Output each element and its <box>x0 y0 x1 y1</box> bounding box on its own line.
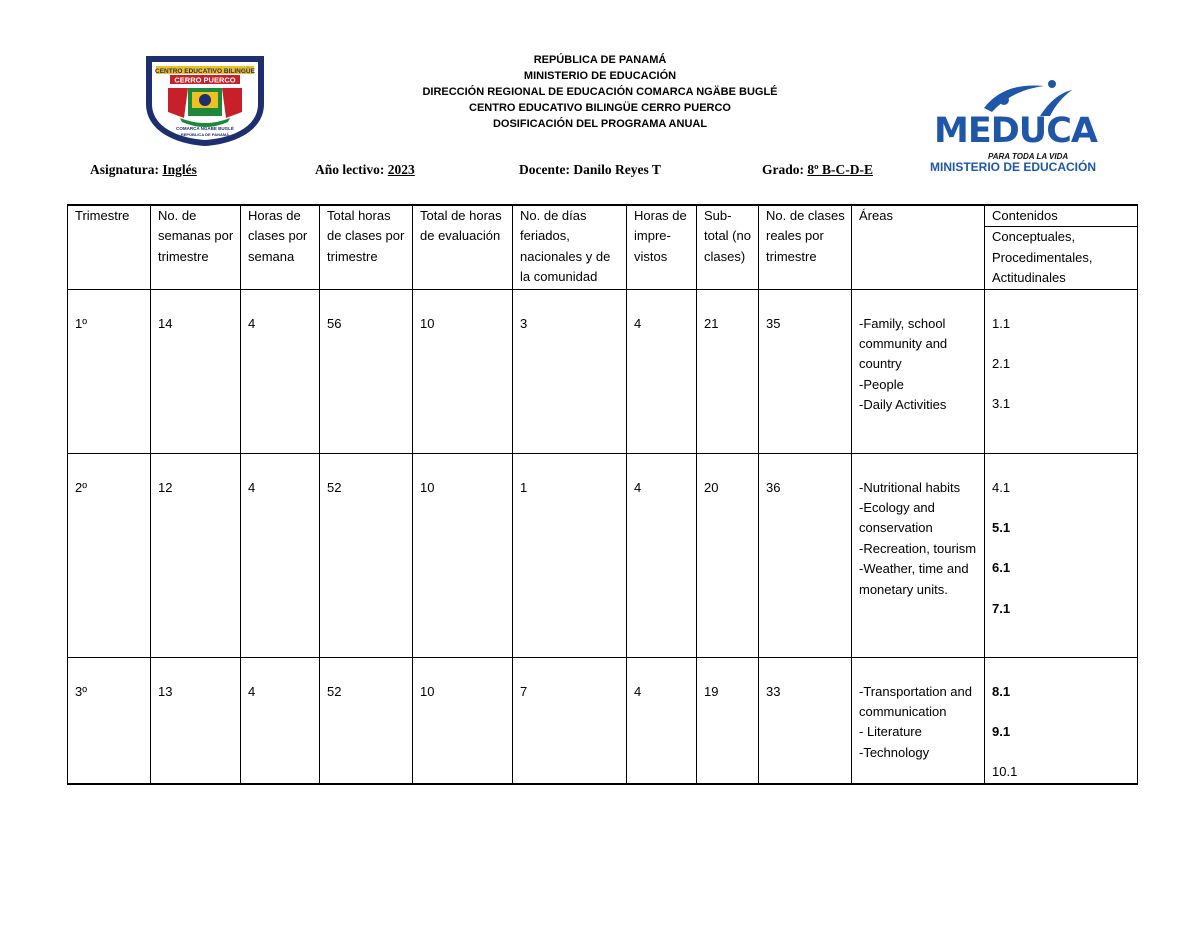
cell-trimestre: 3º <box>68 657 151 784</box>
cell-trimestre: 1º <box>68 289 151 453</box>
cell-subtotal: 20 <box>697 453 759 657</box>
header-line-direccion: DIRECCIÓN REGIONAL DE EDUCACIÓN COMARCA NGÄBE BUGLÉ <box>422 86 778 98</box>
cell-contenidos <box>985 657 1138 784</box>
cell-contenidos <box>985 453 1138 657</box>
cell-semanas: 14 <box>151 289 241 453</box>
header-line-ministerio: MINISTERIO DE EDUCACIÓN <box>523 70 677 82</box>
crest-banner-text: CERRO PUERCO <box>174 75 236 85</box>
header-total-evaluacion: Total de horas de evaluación <box>413 205 513 289</box>
cell-imprevistos: 4 <box>627 657 697 784</box>
header-line-centro: CENTRO EDUCATIVO BILINGÜE CERRO PUERCO <box>469 102 731 114</box>
docente-field <box>519 162 661 178</box>
header-contenidos-title: Contenidos <box>985 206 1137 227</box>
crest-top-text: CENTRO EDUCATIVO BILINGÜE <box>155 68 255 75</box>
meduca-logo <box>928 76 1100 176</box>
docente-value: Danilo Reyes T <box>573 162 661 177</box>
school-crest-logo <box>140 52 270 148</box>
meduca-tagline: PARA TODA LA VIDA <box>988 152 1069 161</box>
header-line-dosificacion: DOSIFICACIÓN DEL PROGRAMA ANUAL <box>492 118 708 130</box>
asignatura-label: Asignatura: <box>90 162 160 177</box>
contenido-item: 5.1 <box>992 520 1011 536</box>
contenido-item: 8.1 <box>992 683 1011 699</box>
cell-areas: -Transportation and communication - Literature -Technology <box>852 657 985 784</box>
crest-bottom-text-2: REPÚBLICA DE PANAMÁ <box>180 132 230 137</box>
cell-horas-semana: 4 <box>241 453 320 657</box>
asignatura-value: Inglés <box>162 162 197 177</box>
cell-total-evaluacion: 10 <box>413 657 513 784</box>
meduca-wordmark: MEDUCA <box>934 111 1097 151</box>
contenido-item: 3.1 <box>992 396 1011 412</box>
cell-subtotal: 21 <box>697 289 759 453</box>
contenido-item: 4.1 <box>992 479 1011 495</box>
cell-areas: -Family, school community and country -People -Daily Activities <box>852 289 985 453</box>
header-line-republica: REPÚBLICA DE PANAMÁ <box>533 54 667 66</box>
cell-feriados: 1 <box>513 453 627 657</box>
header-trimestre: Trimestre <box>68 205 151 289</box>
cell-total-horas: 56 <box>320 289 413 453</box>
asignatura-field <box>90 162 197 178</box>
cell-trimestre: 2º <box>68 453 151 657</box>
header-imprevistos: Horas de impre-vistos <box>627 205 697 289</box>
cell-feriados: 3 <box>513 289 627 453</box>
cell-imprevistos: 4 <box>627 453 697 657</box>
course-info-row <box>0 162 1200 182</box>
contenido-item: 2.1 <box>992 356 1011 372</box>
table-header-row <box>68 205 1138 289</box>
grado-field <box>762 162 873 178</box>
anio-field <box>315 162 415 178</box>
header-subtotal: Sub-total (no clases) <box>697 205 759 289</box>
cell-total-horas: 52 <box>320 657 413 784</box>
cell-total-horas: 52 <box>320 453 413 657</box>
header-total-horas: Total horas de clases por trimestre <box>320 205 413 289</box>
table-row <box>68 453 1138 657</box>
header-clases-reales: No. de clases reales por trimestre <box>759 205 852 289</box>
cell-contenidos <box>985 289 1138 453</box>
cell-horas-semana: 4 <box>241 289 320 453</box>
cell-clases-reales: 35 <box>759 289 852 453</box>
cell-clases-reales: 33 <box>759 657 852 784</box>
contenido-item: 10.1 <box>992 764 1018 780</box>
cell-semanas: 12 <box>151 453 241 657</box>
dosificacion-table <box>67 204 1138 785</box>
table-row <box>68 289 1138 453</box>
header-contenidos-sub: Conceptuales, Procedimentales, Actitudinales <box>992 229 1093 286</box>
meduca-logo-icon <box>928 76 1100 116</box>
anio-value: 2023 <box>387 162 415 177</box>
header-horas-semana: Horas de clases por semana <box>241 205 320 289</box>
crest-bottom-text-1: COMARCA NGÄBE BUGLÉ <box>176 126 234 131</box>
school-crest-icon <box>140 52 270 148</box>
cell-imprevistos: 4 <box>627 289 697 453</box>
document-header <box>390 52 810 132</box>
cell-subtotal: 19 <box>697 657 759 784</box>
cell-total-evaluacion: 10 <box>413 453 513 657</box>
grado-label: Grado: <box>762 162 804 177</box>
cell-clases-reales: 36 <box>759 453 852 657</box>
contenido-item: 1.1 <box>992 315 1011 331</box>
table-row <box>68 657 1138 784</box>
cell-total-evaluacion: 10 <box>413 289 513 453</box>
header-semanas: No. de semanas por trimestre <box>151 205 241 289</box>
cell-semanas: 13 <box>151 657 241 784</box>
contenido-item: 7.1 <box>992 600 1011 616</box>
meduca-subtitle: MINISTERIO DE EDUCACIÓN <box>930 160 1097 174</box>
docente-label: Docente: <box>519 162 570 177</box>
anio-label: Año lectivo: <box>315 162 385 177</box>
cell-areas: -Nutritional habits -Ecology and conservation -Recreation, tourism -Weather, time and monetary units. <box>852 453 985 657</box>
header-contenidos <box>985 205 1138 289</box>
cell-horas-semana: 4 <box>241 657 320 784</box>
header-feriados: No. de días feriados, nacionales y de la comunidad <box>513 205 627 289</box>
header-areas: Áreas <box>852 205 985 289</box>
contenido-item: 6.1 <box>992 560 1011 576</box>
grado-value: 8º B-C-D-E <box>807 162 873 177</box>
cell-feriados: 7 <box>513 657 627 784</box>
contenido-item: 9.1 <box>992 724 1011 740</box>
